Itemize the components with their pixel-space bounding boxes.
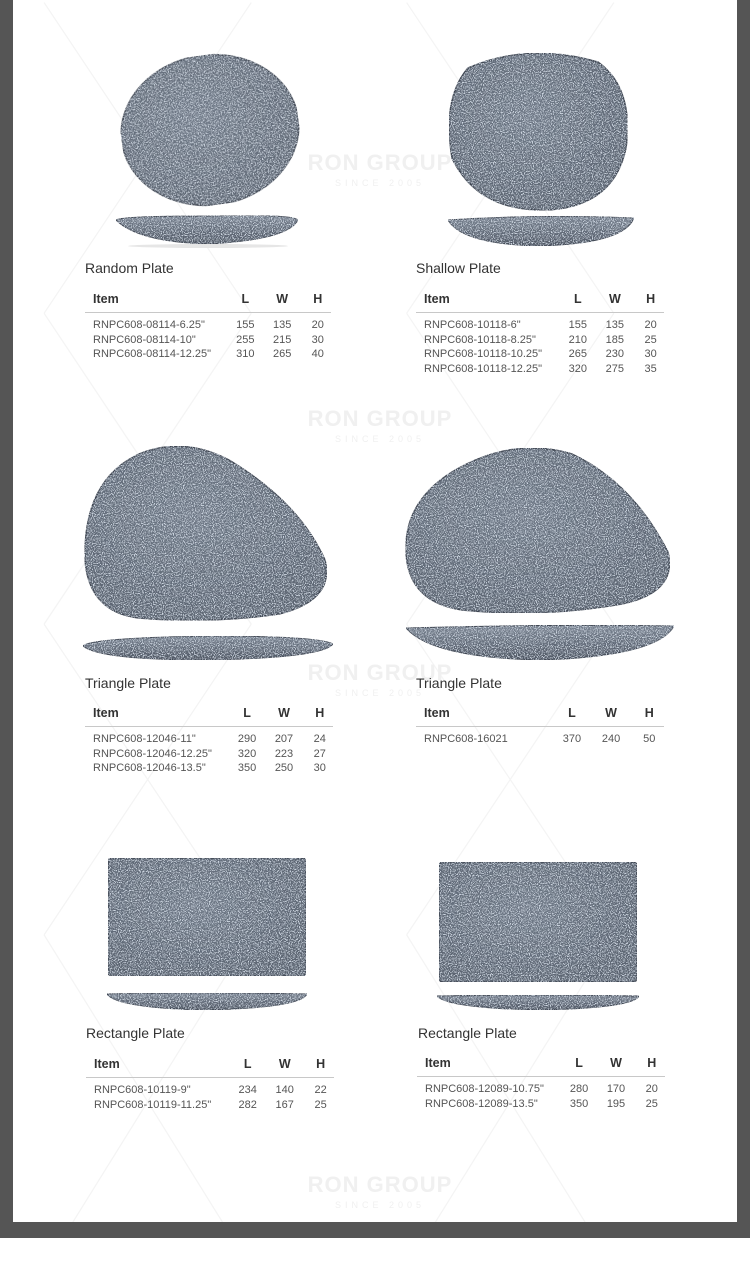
product-title: Rectangle Plate [86, 1025, 185, 1041]
spec-table-rectangle-plate [86, 1055, 334, 1112]
column-header-height: H [313, 292, 323, 306]
length-value: 350 [569, 1097, 589, 1110]
length-value: 234 [238, 1084, 257, 1096]
spec-table-rectangle-plate-2 [417, 1054, 665, 1111]
watermark-tagline: SINCE 2005 [334, 688, 426, 698]
table-row [85, 313, 331, 333]
table-row [417, 1077, 665, 1097]
item-code: RNPC608-10118-12.25" [424, 362, 543, 375]
watermark-tagline: SINCE 2005 [334, 178, 426, 188]
table-header-row [85, 704, 333, 727]
item-code: RNPC608-12089-13.5" [425, 1097, 538, 1110]
width-value: 265 [272, 348, 292, 360]
width-value: 135 [272, 319, 292, 331]
page-frame-right [737, 0, 750, 1238]
rectangle-plate-image [105, 856, 311, 1016]
watermark-brand: RON GROUP [307, 150, 453, 175]
column-header-length: L [243, 1057, 252, 1071]
rectangle-plate-image [435, 860, 643, 1014]
spec-table-random-plate [85, 290, 331, 362]
length-value: 265 [568, 348, 588, 360]
height-value: 35 [644, 362, 657, 375]
width-value: 195 [606, 1097, 626, 1110]
length-value: 155 [236, 319, 255, 331]
table-row [416, 333, 664, 348]
item-code: RNPC608-08114-6.25" [93, 319, 205, 331]
watermark-tagline: SINCE 2005 [334, 434, 426, 444]
height-value: 20 [645, 1083, 658, 1095]
length-value: 210 [568, 333, 588, 346]
item-code: RNPC608-08114-12.25" [93, 348, 212, 360]
length-value: 280 [569, 1083, 589, 1095]
height-value: 40 [311, 348, 324, 360]
length-value: 320 [568, 362, 588, 375]
table-header-row [85, 290, 331, 313]
height-value: 25 [314, 1098, 327, 1111]
table-header-row [417, 1054, 665, 1077]
height-value: 30 [311, 333, 324, 346]
table-row [86, 1098, 334, 1113]
column-header-length: L [243, 706, 251, 720]
column-header-item: Item [424, 706, 450, 720]
width-value: 240 [601, 733, 621, 745]
column-header-height: H [315, 706, 325, 720]
column-header-length: L [574, 292, 582, 306]
length-value: 320 [237, 747, 257, 760]
width-value: 230 [605, 348, 625, 360]
width-value: 185 [605, 333, 625, 346]
product-title: Shallow Plate [416, 260, 501, 276]
column-header-width: W [278, 1057, 291, 1071]
item-code: RNPC608-10118-6" [424, 319, 521, 331]
item-code: RNPC608-10118-10.25" [424, 348, 543, 360]
column-header-width: W [605, 706, 617, 720]
spec-table-triangle-plate [85, 704, 333, 776]
column-header-height: H [647, 1056, 657, 1070]
height-value: 25 [644, 333, 657, 346]
column-header-length: L [575, 1056, 583, 1070]
product-title: Random Plate [85, 260, 174, 276]
table-row [85, 333, 331, 348]
table-row [85, 727, 333, 747]
item-code: RNPC608-12089-10.75" [425, 1083, 544, 1095]
table-row [86, 1078, 334, 1098]
column-header-width: W [610, 1056, 622, 1070]
width-value: 135 [605, 319, 625, 331]
watermark [280, 1172, 480, 1210]
height-value: 22 [314, 1084, 327, 1096]
table-row [416, 727, 664, 747]
height-value: 20 [311, 319, 324, 331]
column-header-width: W [278, 706, 290, 720]
spec-table-triangle-wide-plate [416, 704, 664, 747]
height-value: 24 [313, 733, 326, 745]
watermark-brand: RON GROUP [307, 1172, 453, 1197]
width-value: 140 [275, 1084, 294, 1096]
product-title: Triangle Plate [416, 675, 502, 691]
item-code: RNPC608-10118-8.25" [424, 333, 536, 346]
width-value: 275 [605, 362, 625, 375]
column-header-length: L [568, 706, 576, 720]
item-code: RNPC608-12046-11" [93, 733, 196, 745]
table-row [416, 313, 664, 333]
height-value: 25 [645, 1097, 658, 1110]
watermark-tagline: SINCE 2005 [334, 1200, 426, 1210]
item-code: RNPC608-08114-10" [93, 333, 196, 346]
shallow-plate-image [438, 48, 638, 250]
table-row [85, 761, 333, 776]
width-value: 170 [606, 1083, 626, 1095]
watermark-brand: RON GROUP [307, 660, 453, 685]
column-header-height: H [646, 292, 656, 306]
triangle-plate-image [79, 440, 335, 664]
table-row [85, 347, 331, 362]
column-header-length: L [241, 292, 250, 306]
product-title: Triangle Plate [85, 675, 171, 691]
column-header-item: Item [424, 292, 450, 306]
column-header-item: Item [94, 1057, 120, 1071]
item-code: RNPC608-10119-9" [94, 1084, 191, 1096]
item-code: RNPC608-16021 [424, 733, 508, 745]
width-value: 223 [274, 747, 294, 760]
height-value: 27 [313, 747, 326, 760]
column-header-height: H [316, 1057, 326, 1071]
table-header-row [416, 290, 664, 313]
table-header-row [86, 1055, 334, 1078]
spec-table-shallow-plate [416, 290, 664, 376]
watermark [280, 406, 480, 444]
table-header-row [416, 704, 664, 727]
length-value: 370 [562, 733, 582, 745]
width-value: 167 [275, 1098, 294, 1111]
width-value: 215 [272, 333, 292, 346]
page-frame-bottom [0, 1222, 750, 1238]
length-value: 290 [237, 733, 257, 745]
length-value: 310 [236, 348, 255, 360]
column-header-width: W [276, 292, 289, 306]
length-value: 255 [236, 333, 255, 346]
length-value: 282 [238, 1098, 257, 1111]
random-plate-image [108, 50, 308, 250]
table-row [416, 362, 664, 377]
table-row [85, 747, 333, 762]
catalog-sheet [13, 0, 737, 1222]
item-code: RNPC608-12046-12.25" [93, 747, 212, 760]
product-title: Rectangle Plate [418, 1025, 517, 1041]
table-row [416, 347, 664, 362]
table-row [417, 1097, 665, 1112]
column-header-height: H [644, 706, 654, 720]
page-frame-left [0, 0, 13, 1238]
column-header-item: Item [425, 1056, 451, 1070]
height-value: 30 [313, 762, 326, 774]
height-value: 30 [644, 348, 657, 360]
item-code: RNPC608-12046-13.5" [93, 762, 206, 774]
column-header-item: Item [93, 706, 119, 720]
column-header-item: Item [93, 292, 119, 306]
width-value: 207 [274, 733, 294, 745]
triangle-wide-plate-image [402, 442, 678, 664]
watermark-brand: RON GROUP [307, 406, 453, 431]
height-value: 50 [643, 733, 656, 745]
length-value: 155 [568, 319, 588, 331]
column-header-width: W [608, 292, 621, 306]
item-code: RNPC608-10119-11.25" [94, 1098, 212, 1111]
length-value: 350 [237, 762, 257, 774]
width-value: 250 [274, 762, 294, 774]
height-value: 20 [644, 319, 657, 331]
